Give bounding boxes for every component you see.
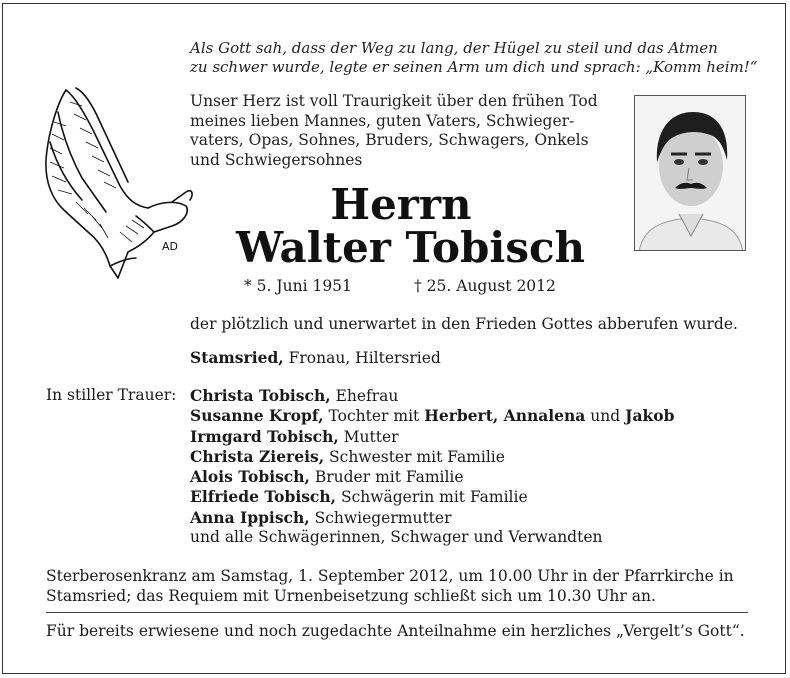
mourning-label: In stiller Trauer: xyxy=(46,386,177,404)
place-rest: Fronau, Hiltersried xyxy=(283,349,441,367)
mourner-item: Alois Tobisch, Bruder mit Familie xyxy=(190,467,464,487)
portrait-photo xyxy=(634,95,746,251)
quote-line: zu schwer wurde, legte er seinen Arm um dich und sprach: „Komm heim!“ xyxy=(190,58,758,76)
mourner-item: Irmgard Tobisch, Mutter xyxy=(190,426,399,446)
rosary-line: Sterberosenkranz am Samstag, 1. September 2012, um 10.00 Uhr in der Pfarrkirche in xyxy=(46,567,734,585)
rosary-text xyxy=(46,567,734,606)
mourner-item: und alle Schwägerinnen, Schwager und Verwandten xyxy=(190,528,603,547)
intro-line: vaters, Opas, Sohnes, Bruders, Schwagers, Onkels xyxy=(190,131,589,149)
quote-text xyxy=(190,39,757,77)
mourner-item: Elfriede Tobisch, Schwägerin mit Familie xyxy=(190,487,528,507)
mourner-item: Christa Tobisch, Ehefrau xyxy=(190,386,399,405)
place-main: Stamsried, xyxy=(190,348,284,367)
thanks-text: Für bereits erwiesene und noch zugedachte Anteilnahme ein herzliches „Vergelt’s Gott“. xyxy=(46,622,745,640)
mourner-item: Anna Ippisch, Schwiegermutter xyxy=(190,507,452,527)
quote-line: Als Gott sah, dass der Weg zu lang, der Hügel zu steil und das Atmen xyxy=(190,39,718,57)
places-line xyxy=(190,348,441,367)
svg-text:AD: AD xyxy=(162,240,178,253)
death-date: † 25. August 2012 xyxy=(414,277,556,295)
divider xyxy=(46,612,748,613)
intro-line: und Schwiegersohnes xyxy=(190,150,363,169)
intro-line: meines lieben Mannes, guten Vaters, Schwieger- xyxy=(190,111,575,130)
mourner-item: Christa Ziereis, Schwester mit Familie xyxy=(190,446,505,466)
deceased-name: Walter Tobisch xyxy=(236,223,586,272)
intro-text xyxy=(190,92,598,170)
intro-line: Unser Herz ist voll Traurigkeit über den frühen Tod xyxy=(190,92,598,110)
mourner-item: Susanne Kropf, Tochter mit Herbert, Annalena und Jakob xyxy=(190,406,675,426)
birth-date: * 5. Juni 1951 xyxy=(244,277,352,295)
called-home-text: der plötzlich und unerwartet in den Frieden Gottes abberufen wurde. xyxy=(190,315,738,333)
rosary-line: Stamsried; das Requiem mit Urnenbeisetzung schließt sich um 10.30 Uhr an. xyxy=(46,586,656,605)
title-herrn: Herrn xyxy=(330,180,472,229)
mourners-list xyxy=(190,386,674,547)
praying-hands-icon xyxy=(36,82,196,282)
